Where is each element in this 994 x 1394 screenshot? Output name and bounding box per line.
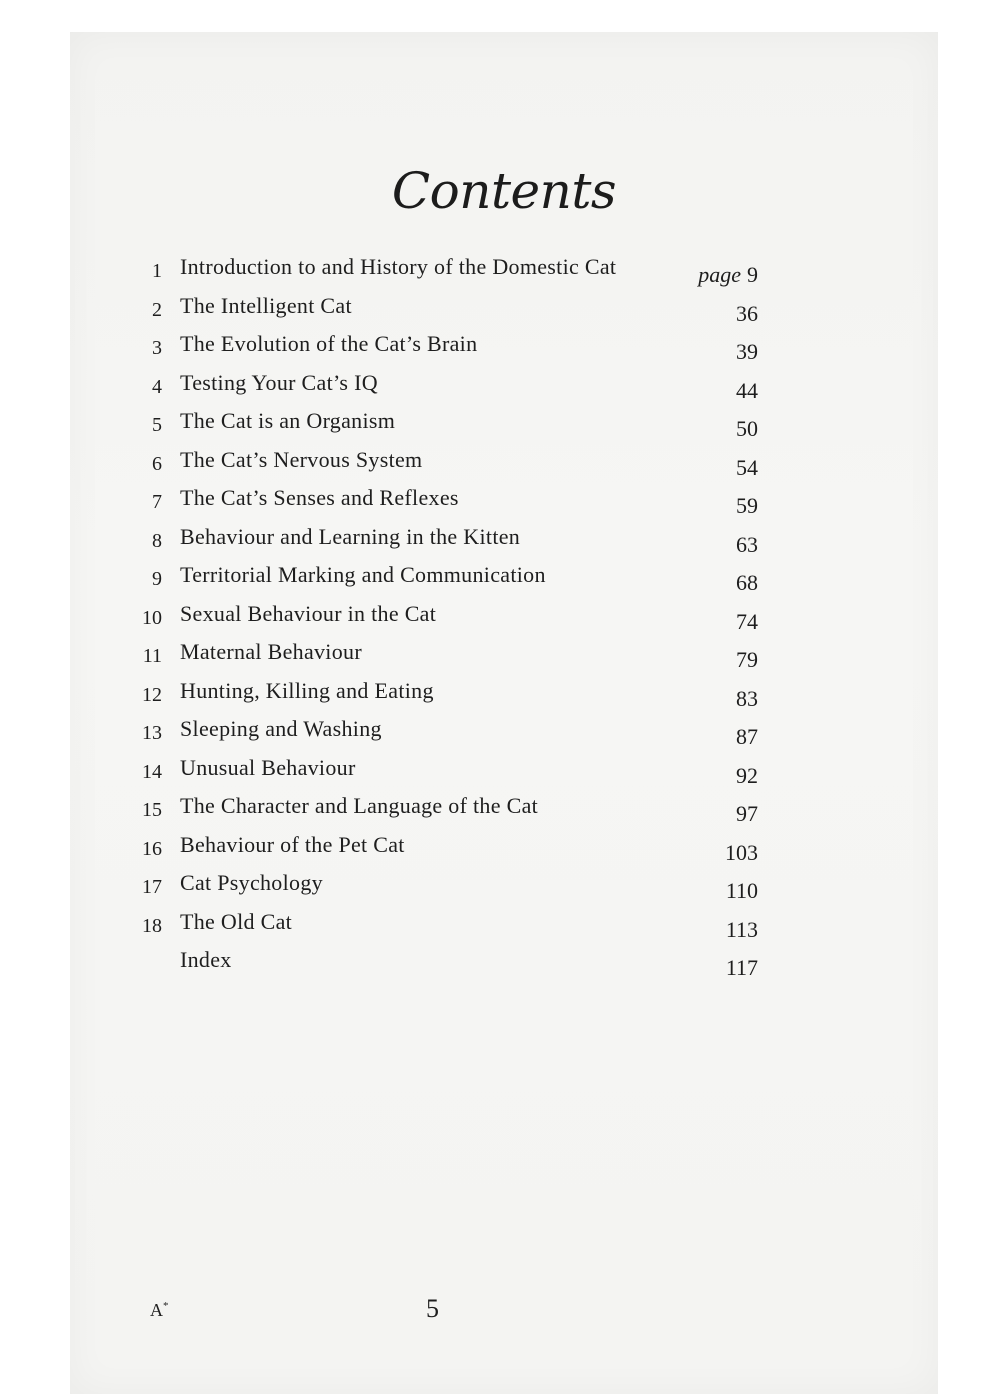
toc-page-number: [678, 917, 758, 943]
toc-page-value: 39: [736, 339, 758, 364]
toc-entry: [70, 293, 938, 331]
toc-chapter-title: Maternal Behaviour: [180, 639, 362, 664]
toc-entry: [70, 408, 938, 446]
toc-page-number: [678, 609, 758, 635]
toc-entry: [70, 832, 938, 870]
toc-chapter-title: The Old Cat: [180, 908, 293, 934]
toc-page-value: 54: [736, 454, 758, 480]
page-number: 5: [426, 1294, 439, 1323]
toc-chapter-title: The Character and Language of the Cat: [180, 793, 539, 818]
toc-chapter-number: 2: [152, 298, 162, 321]
toc-page-number: [678, 493, 758, 519]
toc-page-number: [678, 763, 758, 789]
toc-entry: [70, 716, 938, 754]
signature-mark: [150, 1300, 169, 1321]
toc-page-number: [678, 378, 758, 404]
toc-chapter-number: 4: [152, 375, 162, 398]
toc-chapter-number: 6: [152, 452, 162, 475]
toc-chapter-number: 7: [152, 491, 162, 513]
toc-page-value: 36: [736, 300, 758, 326]
toc-page-value: 50: [736, 416, 758, 441]
toc-chapter-title: Testing Your Cat’s IQ: [180, 369, 378, 395]
toc-page-number: [678, 532, 758, 558]
toc-chapter-number: 15: [142, 799, 162, 821]
toc-page-value: 103: [725, 839, 758, 865]
toc-chapter-number: 5: [152, 414, 162, 436]
toc-entry: [70, 447, 938, 485]
toc-page-value: 68: [736, 570, 758, 595]
toc-chapter-number: 11: [142, 645, 162, 667]
toc-chapter-title: Behaviour of the Pet Cat: [180, 831, 405, 857]
toc-chapter-number: 12: [142, 683, 162, 706]
toc-entry: [70, 755, 938, 793]
toc-page-value: 59: [736, 493, 758, 518]
toc-chapter-title: Behaviour and Learning in the Kitten: [180, 523, 521, 549]
toc-chapter-title: Sexual Behaviour in the Cat: [180, 600, 437, 626]
toc-page-value: 87: [736, 724, 758, 749]
page-title: Contents: [391, 162, 617, 220]
toc-entry: [70, 331, 938, 369]
toc-chapter-number: 9: [152, 568, 162, 590]
toc-page-number: [678, 416, 758, 442]
toc-chapter-number: 8: [152, 529, 162, 552]
toc-page-number: [678, 455, 758, 481]
toc-page-number: [678, 724, 758, 750]
page-label: page: [698, 262, 741, 287]
toc-entry: [70, 485, 938, 523]
toc-page-number: [678, 570, 758, 596]
toc-entry: [70, 524, 938, 562]
toc-chapter-number: 1: [152, 260, 162, 282]
toc-page-value: 110: [725, 878, 758, 903]
toc-entry: [70, 639, 938, 677]
toc-page-number: [678, 686, 758, 712]
toc-page-value: 83: [736, 685, 758, 711]
toc-chapter-title: The Cat is an Organism: [180, 408, 396, 433]
toc-page-value: 44: [736, 377, 758, 403]
toc-chapter-title: Introduction to and History of the Domestic Cat: [180, 254, 617, 279]
toc-page-number: [678, 878, 758, 904]
toc-entry: [70, 601, 938, 639]
toc-chapter-title: The Cat’s Senses and Reflexes: [180, 485, 459, 510]
toc-chapter-title: The Cat’s Nervous System: [180, 446, 423, 472]
toc-page-number: [678, 339, 758, 365]
toc-page-value: 74: [736, 608, 758, 634]
toc-chapter-title: Cat Psychology: [180, 870, 323, 895]
toc-entry: [70, 370, 938, 408]
toc-chapter-title: Sleeping and Washing: [180, 716, 382, 741]
toc-page-value: 117: [725, 955, 758, 980]
toc-page-value: 113: [725, 916, 758, 942]
toc-entry: [70, 947, 938, 985]
signature-asterisk: *: [163, 1300, 169, 1312]
toc-chapter-title: Index: [180, 947, 232, 972]
toc-chapter-title: Hunting, Killing and Eating: [180, 677, 434, 703]
toc-chapter-number: 14: [142, 760, 162, 783]
toc-chapter-number: 17: [142, 876, 162, 898]
signature-letter: A: [150, 1300, 163, 1320]
toc-page-number: [678, 840, 758, 866]
paper-sheet: [70, 32, 938, 1394]
toc-chapter-title: Territorial Marking and Communication: [180, 562, 546, 587]
toc-entry: [70, 793, 938, 831]
toc-page-value: 9: [747, 262, 758, 287]
toc-entry: [70, 870, 938, 908]
toc-entry: [70, 562, 938, 600]
toc-chapter-title: The Intelligent Cat: [180, 292, 352, 318]
toc-entry: [70, 254, 938, 292]
toc-page-number: [678, 955, 758, 981]
toc-chapter-number: 13: [142, 722, 162, 744]
toc-page-value: 97: [736, 801, 758, 826]
toc-page-number: [618, 262, 758, 288]
toc-chapter-title: The Evolution of the Cat’s Brain: [180, 331, 478, 356]
toc-page-number: [678, 647, 758, 673]
toc-page-value: 63: [736, 531, 758, 557]
toc-chapter-number: 18: [142, 914, 162, 937]
toc-page-value: 79: [736, 647, 758, 672]
toc-entry: [70, 678, 938, 716]
toc-chapter-number: 3: [152, 337, 162, 359]
toc-page-value: 92: [736, 762, 758, 788]
toc-entry: [70, 909, 938, 947]
toc-chapter-title: Unusual Behaviour: [180, 754, 356, 780]
toc-chapter-number: 16: [142, 837, 162, 860]
toc-chapter-number: 10: [142, 606, 162, 629]
toc-page-number: [678, 301, 758, 327]
toc-page-number: [678, 801, 758, 827]
